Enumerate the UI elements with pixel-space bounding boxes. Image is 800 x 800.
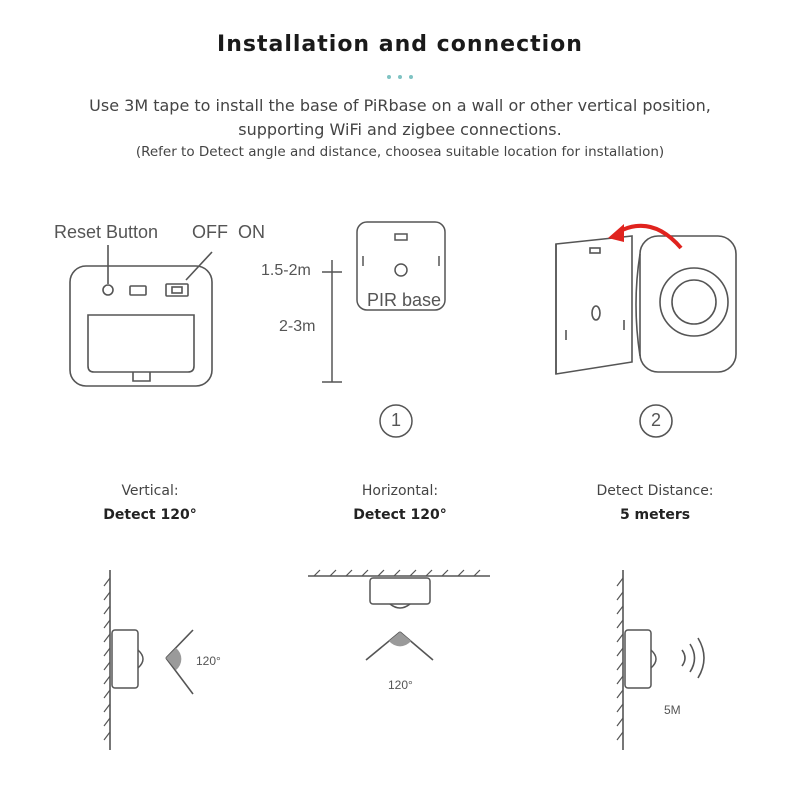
distance-value: 5 meters	[619, 507, 691, 523]
step-2-number: 2	[650, 410, 661, 430]
horizontal-title: Horizontal:	[361, 483, 439, 499]
page-title: Installation and connection	[217, 32, 583, 57]
off-label: OFF	[192, 222, 228, 242]
wall-hatching	[617, 578, 623, 740]
signal-waves-icon	[682, 638, 704, 678]
pir-base-label: PIR base	[367, 290, 442, 310]
vertical-angle-label: 120°	[196, 654, 221, 668]
description-line-1: Use 3M tape to install the base of PiRbase on a wall or other vertical position,	[89, 96, 711, 115]
step-1-number: 1	[390, 410, 401, 430]
distance-label: 5M	[664, 703, 681, 717]
upper-height-label: 1.5-2m	[261, 262, 311, 279]
reset-button-label: Reset Button	[54, 222, 159, 242]
distance-title: Detect Distance:	[596, 483, 714, 499]
horizontal-angle-label: 120°	[388, 678, 413, 692]
lower-height-label: 2-3m	[279, 318, 316, 335]
vertical-title: Vertical:	[121, 483, 179, 499]
on-label: ON	[238, 222, 265, 242]
description-note: (Refer to Detect angle and distance, choosea suitable location for installation)	[135, 144, 665, 160]
description-line-2: supporting WiFi and zigbee connections.	[238, 120, 562, 139]
horizontal-value: Detect 120°	[353, 507, 447, 523]
vertical-value: Detect 120°	[103, 507, 197, 523]
sensor-side-view	[625, 630, 651, 688]
